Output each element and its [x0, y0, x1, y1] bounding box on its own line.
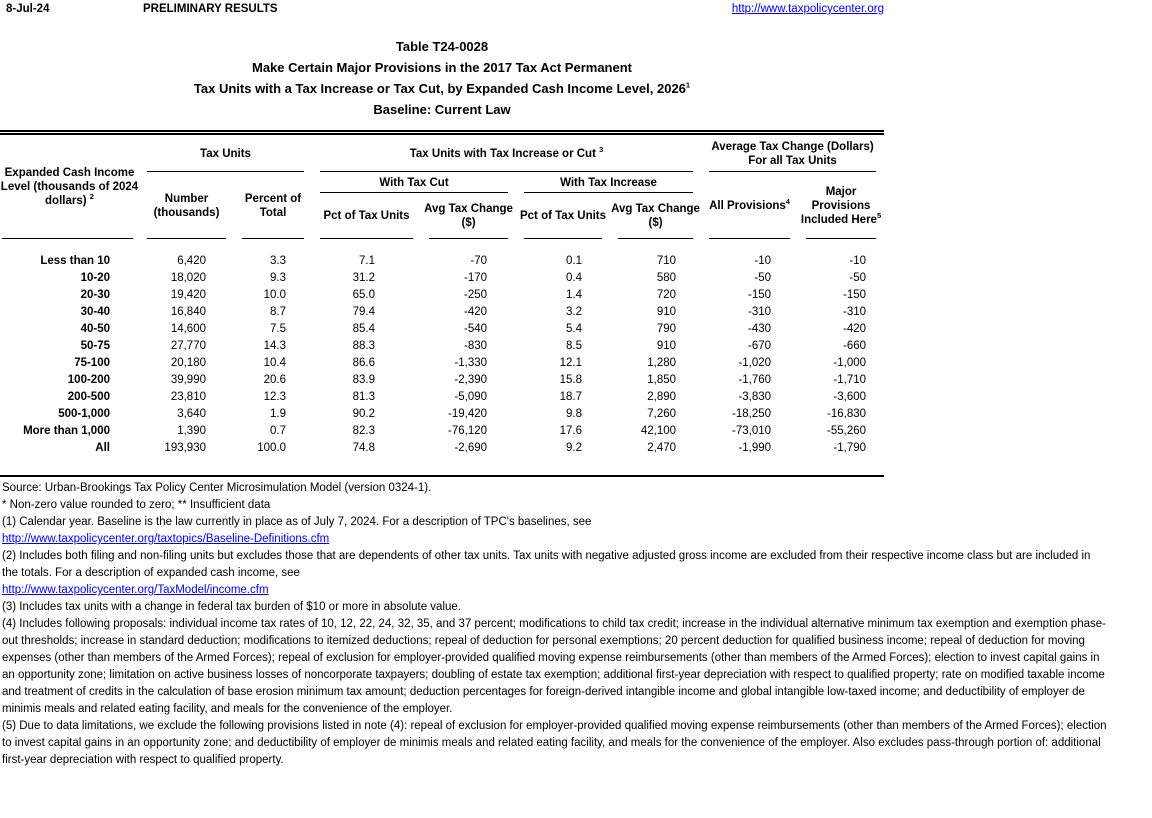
- spacer: [0, 239, 884, 253]
- table-row: [0, 440, 884, 457]
- income-level-cell: 30-40: [80, 306, 110, 318]
- value-cell: 39,990: [170, 374, 206, 386]
- value-cell: -50: [849, 272, 867, 284]
- col-header-number-thousands: Number (thousands): [139, 172, 234, 239]
- value-cell: 82.3: [352, 425, 376, 437]
- value-cell: -2,390: [454, 374, 488, 386]
- value-cell: 79.4: [352, 306, 376, 318]
- value-cell: 18.7: [559, 391, 583, 403]
- table-row: [0, 253, 884, 270]
- value-cell: -660: [843, 340, 867, 352]
- value-cell: 0.4: [566, 272, 583, 284]
- value-cell: 7.5: [270, 323, 287, 335]
- col-header-avg-tax-change-cut: Avg Tax Change ($): [421, 193, 516, 239]
- income-level-cell: 100-200: [67, 374, 110, 386]
- value-cell: 14,600: [170, 323, 206, 335]
- value-cell: 88.3: [352, 340, 376, 352]
- source-note: Source: Urban-Brookings Tax Policy Center Microsimulation Model (version 0324-1).: [2, 482, 432, 494]
- value-cell: 16,840: [170, 306, 206, 318]
- value-cell: -250: [463, 289, 488, 301]
- site-link-container: [0, 3, 884, 15]
- value-cell: 42,100: [640, 425, 677, 437]
- value-cell: -73,010: [732, 425, 772, 437]
- value-cell: 9.3: [270, 272, 287, 284]
- spacer-top: [0, 239, 884, 253]
- value-cell: -170: [463, 272, 488, 284]
- footnote-4: (4) Includes following proposals: individual income tax rates of 10, 12, 22, 24, 32, 35, and 37 percent; modifications to child tax credit; increase in the individual alternative minimum tax exemption and exemption phase-out thresholds; increase in standard deduction; modifications to itemized deductions; repeal of deduction for personal exemptions; 20 percent deduction for qualified business income; repeal of deduction for moving expenses (other than members of the Armed Forces); repeal of exclusion for employer-provided qualified moving expense reimbursements (other than members of the Armed Forces); election to invest capital gains in an opportunity zone; limitation on active business losses of noncorporate taxpayers; doubling of estate tax exemption; additional first-year depreciation with respect to qualified property; rate on modified taxable income and treatment of credits in the calculation of base erosion minimum tax amount; deduction percentages for foreign-derived intangible income and global intangible low-taxed income; and deductibility of employer de minimis meals and related eating facility, and meals for the convenience of the employer.: [2, 618, 1106, 715]
- income-level-cell: 40-50: [80, 323, 110, 335]
- table-row: [0, 304, 884, 321]
- footnote-ref-5: 5: [876, 210, 882, 220]
- value-cell: -830: [463, 340, 488, 352]
- table-number-title: Table T24-0028: [395, 39, 489, 54]
- value-cell: 720: [656, 289, 677, 301]
- value-cell: -10: [754, 255, 772, 267]
- table-row: [0, 287, 884, 304]
- value-cell: 86.6: [352, 357, 376, 369]
- table-body: [0, 253, 884, 457]
- col-header-all-provisions: All Provisions$^4$: [701, 172, 798, 239]
- value-cell: 6,420: [177, 255, 206, 267]
- value-cell: -55,260: [827, 425, 867, 437]
- spacer-bottom: [0, 457, 884, 476]
- value-cell: 20.6: [263, 374, 287, 386]
- taxpolicycenter-link[interactable]: http://www.taxpolicycenter.org: [731, 3, 884, 15]
- value-cell: -1,710: [833, 374, 867, 386]
- symbols-note: * Non-zero value rounded to zero; ** Insufficient data: [2, 499, 271, 511]
- value-cell: -420: [463, 306, 488, 318]
- results-table-wrapper: [0, 130, 884, 477]
- table-header: [0, 133, 884, 240]
- results-table: [0, 130, 884, 477]
- value-cell: 85.4: [352, 323, 376, 335]
- spacer: [0, 457, 884, 476]
- value-cell: 193,930: [164, 442, 206, 454]
- income-level-cell: More than 1,000: [23, 425, 110, 437]
- table-row: [0, 372, 884, 389]
- value-cell: 3.3: [270, 255, 287, 267]
- value-cell: -1,330: [454, 357, 488, 369]
- footnotes-block: [2, 480, 1108, 769]
- group-header-increase-or-cut: Tax Units with Tax Increase or Cut $^3$: [312, 133, 701, 173]
- value-cell: 9.8: [566, 408, 583, 420]
- value-cell: -1,990: [738, 442, 772, 454]
- group-header-with-tax-increase: With Tax Increase: [516, 172, 701, 193]
- value-cell: -3,600: [833, 391, 867, 403]
- preliminary-results-label: PRELIMINARY RESULTS: [143, 3, 278, 15]
- value-cell: 14.3: [263, 340, 287, 352]
- value-cell: -150: [747, 289, 772, 301]
- value-cell: 1,280: [647, 357, 677, 369]
- value-cell: 10.4: [263, 357, 287, 369]
- value-cell: 0.7: [270, 425, 287, 437]
- col-header-pct-tax-units-inc: Pct of Tax Units: [516, 193, 610, 239]
- value-cell: 2,890: [647, 391, 677, 403]
- value-cell: 19,420: [170, 289, 206, 301]
- value-cell: -430: [747, 323, 772, 335]
- value-cell: 3.2: [566, 306, 583, 318]
- table-row: [0, 389, 884, 406]
- report-date: 8-Jul-24: [6, 3, 50, 15]
- value-cell: 20,180: [170, 357, 206, 369]
- col-header-avg-tax-change-inc: Avg Tax Change ($): [610, 193, 701, 239]
- value-cell: -420: [843, 323, 867, 335]
- value-cell: 0.1: [566, 255, 583, 267]
- value-cell: 81.3: [352, 391, 376, 403]
- value-cell: 7.1: [359, 255, 376, 267]
- value-cell: -76,120: [448, 425, 488, 437]
- table-row: [0, 406, 884, 423]
- income-level-cell: 75-100: [74, 357, 110, 369]
- table-row: [0, 338, 884, 355]
- footnote-2: (2) Includes both filing and non-filing units but excludes those that are dependents of other tax units. Tax units with negative adjusted gross income are excluded from their respective income class but are included in the totals. For a description of expanded cash income, see: [2, 550, 1091, 579]
- income-level-cell: 50-75: [80, 340, 110, 352]
- footnote-ref-4: 4: [785, 196, 790, 206]
- group-header-avg-tax-change: Average Tax Change (Dollars) For all Tax Units: [701, 133, 884, 173]
- baseline-definitions-link[interactable]: http://www.taxpolicycenter.org/taxtopics/Baseline-Definitions.cfm: [2, 533, 330, 545]
- income-level-cell: 200-500: [67, 391, 110, 403]
- value-cell: 12.3: [263, 391, 287, 403]
- value-cell: 7,260: [647, 408, 677, 420]
- footnote-ref-1: 1: [685, 80, 691, 90]
- col-header-percent-of-total: Percent of Total: [234, 172, 312, 239]
- footnote-1-link-line: [2, 531, 1108, 548]
- value-cell: -18,250: [732, 408, 772, 420]
- value-cell: 3,640: [177, 408, 206, 420]
- footnote-ref-2: 2: [89, 192, 94, 202]
- value-cell: -1,000: [833, 357, 867, 369]
- footnote-3: (3) Includes tax units with a change in federal tax burden of $10 or more in absolute value.: [2, 601, 461, 613]
- footnote-1: (1) Calendar year. Baseline is the law currently in place as of July 7, 2024. For a description of TPC's baselines, see: [2, 516, 592, 528]
- value-cell: 790: [656, 323, 677, 335]
- value-cell: 90.2: [352, 408, 376, 420]
- group-header-with-tax-cut: With Tax Cut: [312, 172, 516, 193]
- value-cell: -1,790: [833, 442, 867, 454]
- value-cell: 18,020: [170, 272, 206, 284]
- value-cell: 74.8: [352, 442, 376, 454]
- value-cell: -50: [754, 272, 772, 284]
- table-subtitle: Make Certain Major Provisions in the 2017 Tax Act Permanent: [251, 60, 632, 75]
- value-cell: -70: [470, 255, 488, 267]
- table-description: Tax Units with a Tax Increase or Tax Cut, by Expanded Cash Income Level, 2026$^1$: [193, 80, 691, 96]
- income-definition-link[interactable]: http://www.taxpolicycenter.org/TaxModel/income.cfm: [2, 584, 269, 596]
- value-cell: 710: [656, 255, 677, 267]
- footnote-2-link-line: [2, 582, 1108, 599]
- table-row: [0, 270, 884, 287]
- value-cell: -310: [843, 306, 867, 318]
- value-cell: 1.4: [566, 289, 583, 301]
- value-cell: -2,690: [454, 442, 488, 454]
- value-cell: 5.4: [566, 323, 583, 335]
- footnote-5: (5) Due to data limitations, we exclude the following provisions listed in note (4): repeal of exclusion for employer-provided qualified moving expense reimbursements (other than members of the Armed Forces); election to invest capital gains in an opportunity zone; and deductibility of employer de minimis meals and related eating facility, and meals for the convenience of the employer. Also excludes pass-through portion of: additional first-year depreciation with respect to qualified property.: [2, 720, 1107, 766]
- value-cell: -310: [747, 306, 772, 318]
- value-cell: 1,390: [177, 425, 206, 437]
- value-cell: 12.1: [559, 357, 583, 369]
- value-cell: 2,470: [647, 442, 677, 454]
- income-level-cell: 10-20: [80, 272, 110, 284]
- value-cell: 15.8: [559, 374, 583, 386]
- group-header-tax-units: Tax Units: [139, 133, 312, 173]
- value-cell: 65.0: [352, 289, 376, 301]
- title-block: [0, 36, 884, 120]
- table-row: [0, 423, 884, 440]
- value-cell: 9.2: [566, 442, 583, 454]
- value-cell: 10.0: [263, 289, 287, 301]
- value-cell: 8.5: [566, 340, 583, 352]
- value-cell: 27,770: [170, 340, 206, 352]
- value-cell: 83.9: [352, 374, 376, 386]
- income-level-cell: All: [95, 442, 110, 454]
- table-row: [0, 321, 884, 338]
- value-cell: 580: [656, 272, 677, 284]
- value-cell: 1.9: [270, 408, 287, 420]
- value-cell: 31.2: [352, 272, 376, 284]
- value-cell: -1,020: [738, 357, 772, 369]
- baseline-label: Baseline: Current Law: [373, 102, 511, 117]
- value-cell: 17.6: [559, 425, 583, 437]
- value-cell: 910: [656, 340, 677, 352]
- footnote-ref-3: 3: [599, 144, 604, 154]
- value-cell: 910: [656, 306, 677, 318]
- value-cell: -670: [747, 340, 772, 352]
- value-cell: 8.7: [270, 306, 287, 318]
- income-level-cell: Less than 10: [40, 255, 110, 267]
- value-cell: 100.0: [257, 442, 287, 454]
- value-cell: -540: [463, 323, 488, 335]
- value-cell: -150: [843, 289, 867, 301]
- value-cell: -5,090: [454, 391, 488, 403]
- value-cell: 1,850: [647, 374, 677, 386]
- value-cell: -10: [849, 255, 867, 267]
- col-header-income-level: Expanded Cash Income Level (thousands of 2024 dollars) $^2$: [0, 133, 139, 240]
- col-header-major-provisions: Major Provisions Included Here$^5$: [798, 172, 884, 239]
- value-cell: 23,810: [170, 391, 206, 403]
- value-cell: -16,830: [827, 408, 867, 420]
- income-level-cell: 500-1,000: [58, 408, 110, 420]
- col-header-pct-tax-units-cut: Pct of Tax Units: [312, 193, 421, 239]
- value-cell: -19,420: [448, 408, 488, 420]
- income-level-cell: 20-30: [80, 289, 110, 301]
- value-cell: -3,830: [738, 391, 772, 403]
- value-cell: -1,760: [738, 374, 772, 386]
- table-row: [0, 355, 884, 372]
